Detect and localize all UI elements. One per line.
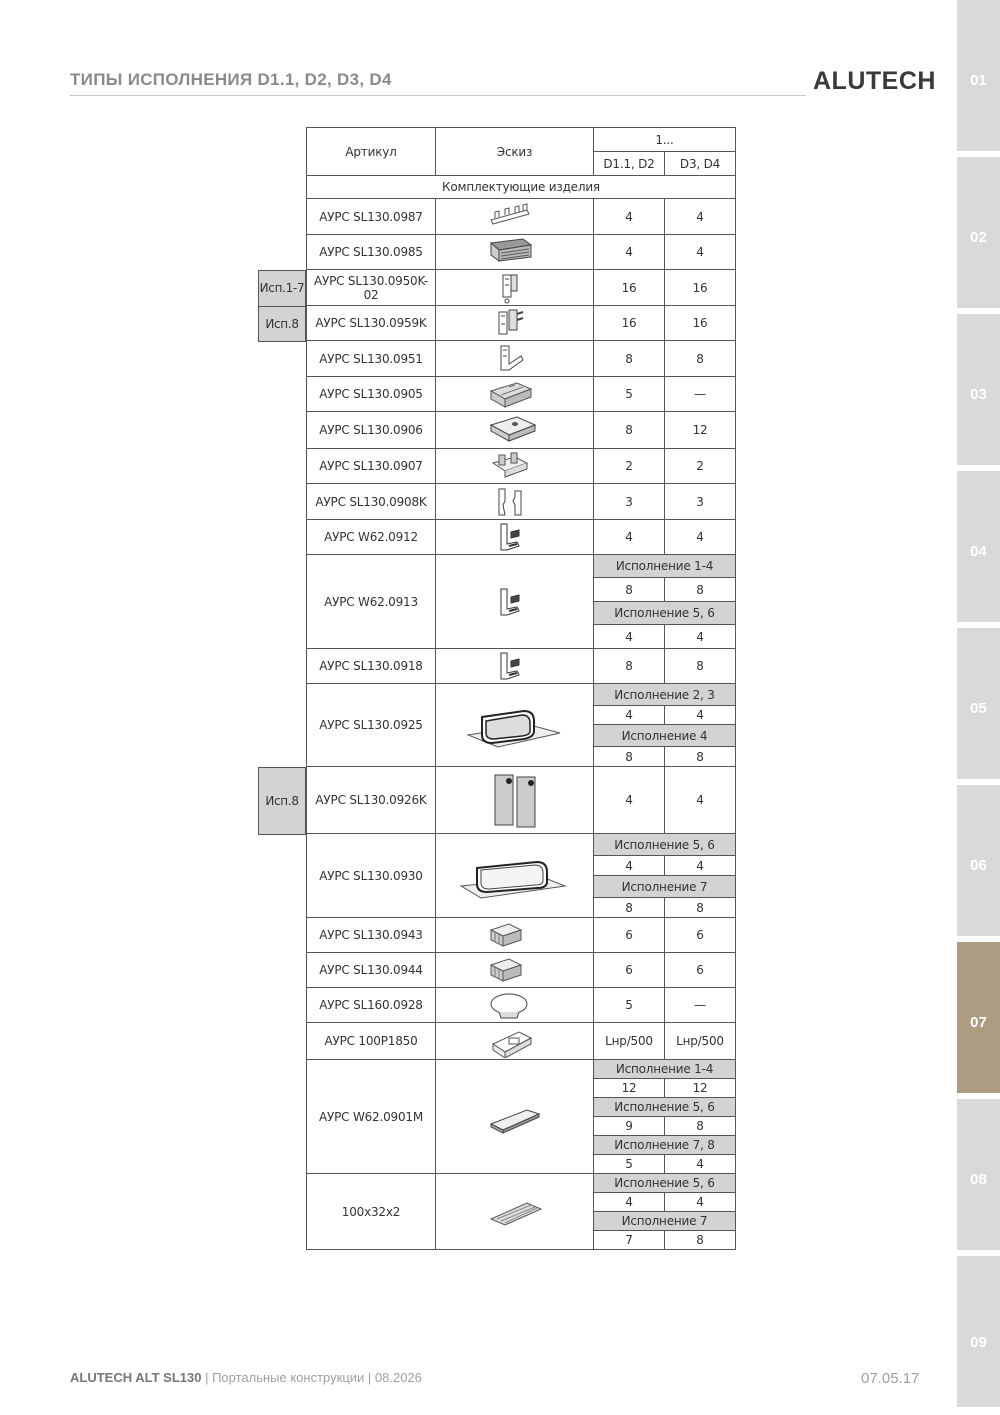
- variant-label-row: [307, 1060, 736, 1079]
- article-cell: АУРС SL130.0985: [307, 235, 436, 270]
- variant-side-label: Исп.1-7: [258, 270, 306, 307]
- variant-label: Исполнение 7: [594, 876, 736, 898]
- qty-d3-d4: 8: [665, 747, 736, 767]
- qty-d1-d2: 8: [594, 747, 665, 767]
- sketch-cell: [436, 235, 594, 270]
- table-row: [307, 235, 736, 270]
- sketch-cell: [436, 449, 594, 484]
- table-row: [307, 306, 736, 341]
- article-cell: АУРС W62.0901M: [307, 1060, 436, 1174]
- corner-hook-icon: [436, 649, 593, 683]
- section-tab-label: 05: [970, 700, 987, 717]
- table-row: [307, 1023, 736, 1060]
- sketch-cell: [436, 341, 594, 377]
- section-tab-09[interactable]: [957, 1256, 1000, 1407]
- variant-label: Исполнение 1-4: [594, 555, 736, 578]
- corner-hook-icon: [436, 585, 593, 619]
- table-row: [307, 449, 736, 484]
- table-row: [307, 484, 736, 520]
- qty-d1-d2: 8: [594, 341, 665, 377]
- sketch-cell: [436, 684, 594, 767]
- section-tab-label: 08: [970, 1171, 987, 1188]
- variant-label-row: [307, 555, 736, 578]
- variant-label: Исполнение 5, 6: [594, 1098, 736, 1117]
- variant-side-label: Исп.8: [258, 767, 306, 835]
- qty-d1-d2: 2: [594, 449, 665, 484]
- corner-hook-icon: [436, 520, 593, 554]
- qty-d3-d4: Lнр/500: [665, 1023, 736, 1060]
- qty-d1-d2: 4: [594, 706, 665, 725]
- article-cell: АУРС W62.0912: [307, 520, 436, 555]
- qty-d3-d4: 4: [665, 706, 736, 725]
- variant-label: Исполнение 7: [594, 1212, 736, 1231]
- qty-d3-d4: 3: [665, 484, 736, 520]
- qty-d3-d4: 4: [665, 856, 736, 876]
- table-row: [307, 520, 736, 555]
- qty-d3-d4: 4: [665, 520, 736, 555]
- article-cell: АУРС SL130.0951: [307, 341, 436, 377]
- qty-d3-d4: 6: [665, 918, 736, 953]
- clip-bracket-icon: [436, 271, 593, 305]
- tray-gasket-icon: [436, 846, 593, 906]
- qty-d1-d2: 4: [594, 625, 665, 649]
- section-tab-label: 02: [970, 229, 987, 246]
- section-row: [307, 176, 736, 199]
- table-row: [307, 953, 736, 988]
- double-clip-icon: [436, 306, 593, 340]
- section-tab-02[interactable]: [957, 157, 1000, 308]
- section-tab-label: 04: [970, 543, 987, 560]
- table-row: [307, 377, 736, 412]
- qty-d1-d2: 5: [594, 377, 665, 412]
- panel-pair-icon: [436, 769, 593, 831]
- qty-d3-d4: 8: [665, 649, 736, 684]
- sketch-cell: [436, 412, 594, 449]
- stack-block-icon: [436, 918, 593, 952]
- table-row: [307, 199, 736, 235]
- brush-block-icon: [436, 235, 593, 269]
- brand-logo: ALUTECH: [813, 67, 936, 95]
- column-header-d3-d4: D3, D4: [665, 152, 736, 176]
- article-cell: 100x32x2: [307, 1174, 436, 1250]
- article-cell: АУРС SL130.0959K: [307, 306, 436, 341]
- variant-label: Исполнение 1-4: [594, 1060, 736, 1079]
- table-row: [307, 341, 736, 377]
- qty-d3-d4: 2: [665, 449, 736, 484]
- footer-doc-info: [70, 1370, 422, 1385]
- sketch-cell: [436, 649, 594, 684]
- table-row: [307, 988, 736, 1023]
- table-row: [307, 918, 736, 953]
- spacer-strip-icon: [436, 1195, 593, 1229]
- column-header-sketch: Эскиз: [436, 128, 594, 176]
- variant-label: Исполнение 4: [594, 725, 736, 747]
- article-cell: АУРС SL130.0943: [307, 918, 436, 953]
- sketch-cell: [436, 555, 594, 649]
- qty-d3-d4: 8: [665, 1117, 736, 1136]
- variant-side-label: Исп.8: [258, 306, 306, 342]
- sketch-cell: [436, 767, 594, 834]
- article-cell: АУРС SL130.0905: [307, 377, 436, 412]
- qty-d1-d2: 4: [594, 199, 665, 235]
- qty-d1-d2: 4: [594, 1193, 665, 1212]
- article-cell: АУРС SL130.0925: [307, 684, 436, 767]
- section-tab-01[interactable]: [957, 0, 1000, 151]
- qty-d3-d4: 16: [665, 270, 736, 306]
- qty-d1-d2: 8: [594, 649, 665, 684]
- hook-pair-icon: [436, 485, 593, 519]
- table-row: [307, 767, 736, 834]
- angle-bracket-icon: [436, 342, 593, 376]
- qty-d1-d2: 7: [594, 1231, 665, 1250]
- column-header-d1-d2: D1.1, D2: [594, 152, 665, 176]
- qty-d3-d4: 4: [665, 767, 736, 834]
- sketch-cell: [436, 1023, 594, 1060]
- sketch-cell: [436, 1060, 594, 1174]
- seal-block-icon: [436, 377, 593, 411]
- article-cell: АУРС SL130.0906: [307, 412, 436, 449]
- section-tab-label: 07: [970, 1014, 987, 1031]
- sketch-cell: [436, 918, 594, 953]
- qty-d3-d4: 4: [665, 625, 736, 649]
- qty-d1-d2: 16: [594, 306, 665, 341]
- qty-d1-d2: Lнр/500: [594, 1023, 665, 1060]
- section-tab-03[interactable]: [957, 314, 1000, 465]
- footer-rest: | Портальные конструкции | 08.2026: [201, 1370, 422, 1385]
- section-tabs: [957, 0, 1000, 1415]
- sketch-cell: [436, 199, 594, 235]
- article-cell: АУРС SL130.0987: [307, 199, 436, 235]
- profile-plug-icon: [436, 1024, 593, 1058]
- article-cell: АУРС SL130.0944: [307, 953, 436, 988]
- qty-d1-d2: 12: [594, 1079, 665, 1098]
- connector-icon: [436, 449, 593, 483]
- section-title: Комплектующие изделия: [307, 176, 736, 199]
- article-cell: АУРС SL130.0950K-02: [307, 270, 436, 306]
- qty-d1-d2: 8: [594, 578, 665, 602]
- qty-d1-d2: 6: [594, 918, 665, 953]
- variant-label: Исполнение 2, 3: [594, 684, 736, 706]
- article-cell: АУРС SL130.0907: [307, 449, 436, 484]
- article-cell: АУРС SL160.0928: [307, 988, 436, 1023]
- section-tab-label: 03: [970, 386, 987, 403]
- qty-d1-d2: 3: [594, 484, 665, 520]
- sketch-cell: [436, 520, 594, 555]
- qty-d1-d2: 9: [594, 1117, 665, 1136]
- section-tab-04[interactable]: [957, 471, 1000, 622]
- qty-d3-d4: —: [665, 988, 736, 1023]
- sketch-cell: [436, 1174, 594, 1250]
- qty-d3-d4: 4: [665, 235, 736, 270]
- qty-d3-d4: 8: [665, 898, 736, 918]
- section-tab-05[interactable]: [957, 628, 1000, 779]
- flat-plate-icon: [436, 1100, 593, 1134]
- section-tab-label: 06: [970, 857, 987, 874]
- variant-label: Исполнение 5, 6: [594, 834, 736, 856]
- sketch-cell: [436, 377, 594, 412]
- article-cell: АУРС SL130.0908K: [307, 484, 436, 520]
- article-cell: АУРС SL130.0926K: [307, 767, 436, 834]
- sketch-cell: [436, 270, 594, 306]
- footer-brand: ALUTECH ALT SL130: [70, 1370, 202, 1385]
- qty-d3-d4: 12: [665, 412, 736, 449]
- variant-label-row: [307, 834, 736, 856]
- table-row: [307, 270, 736, 306]
- article-cell: АУРС 100P1850: [307, 1023, 436, 1060]
- footer-date: 07.05.17: [861, 1370, 920, 1387]
- qty-d1-d2: 4: [594, 520, 665, 555]
- table-row: [307, 412, 736, 449]
- qty-d1-d2: 8: [594, 412, 665, 449]
- sketch-cell: [436, 988, 594, 1023]
- variant-label: Исполнение 5, 6: [594, 1174, 736, 1193]
- qty-d3-d4: 8: [665, 341, 736, 377]
- frame-gasket-icon: [436, 695, 593, 755]
- page-title: ТИПЫ ИСПОЛНЕНИЯ D1.1, D2, D3, D4: [70, 70, 392, 89]
- column-group-header: 1...: [594, 128, 736, 152]
- table-header-row: [307, 128, 736, 152]
- variant-label-row: [307, 684, 736, 706]
- qty-d3-d4: 8: [665, 578, 736, 602]
- plate-icon: [436, 413, 593, 447]
- sketch-cell: [436, 484, 594, 520]
- variant-label: Исполнение 7, 8: [594, 1136, 736, 1155]
- qty-d3-d4: 12: [665, 1079, 736, 1098]
- comb-strip-icon: [436, 200, 593, 234]
- qty-d3-d4: —: [665, 377, 736, 412]
- variant-label: Исполнение 5, 6: [594, 602, 736, 625]
- article-cell: АУРС SL130.0930: [307, 834, 436, 918]
- qty-d1-d2: 16: [594, 270, 665, 306]
- stack-block-icon: [436, 953, 593, 987]
- qty-d1-d2: 6: [594, 953, 665, 988]
- qty-d3-d4: 4: [665, 1193, 736, 1212]
- header-divider: [70, 95, 806, 96]
- qty-d1-d2: 4: [594, 235, 665, 270]
- section-tab-07[interactable]: [957, 942, 1000, 1093]
- table-row: [307, 649, 736, 684]
- section-tab-08[interactable]: [957, 1099, 1000, 1250]
- qty-d1-d2: 4: [594, 767, 665, 834]
- section-tab-06[interactable]: [957, 785, 1000, 936]
- qty-d1-d2: 4: [594, 856, 665, 876]
- column-header-article: Артикул: [307, 128, 436, 176]
- article-cell: АУРС SL130.0918: [307, 649, 436, 684]
- qty-d3-d4: 6: [665, 953, 736, 988]
- qty-d1-d2: 5: [594, 1155, 665, 1174]
- variant-label-row: [307, 1174, 736, 1193]
- sketch-cell: [436, 834, 594, 918]
- section-tab-label: 09: [970, 1334, 987, 1351]
- components-table: [306, 127, 736, 1250]
- qty-d3-d4: 8: [665, 1231, 736, 1250]
- qty-d3-d4: 16: [665, 306, 736, 341]
- qty-d3-d4: 4: [665, 199, 736, 235]
- article-cell: АУРС W62.0913: [307, 555, 436, 649]
- cap-icon: [436, 988, 593, 1022]
- sketch-cell: [436, 953, 594, 988]
- section-tab-label: 01: [970, 72, 987, 89]
- qty-d3-d4: 4: [665, 1155, 736, 1174]
- qty-d1-d2: 8: [594, 898, 665, 918]
- qty-d1-d2: 5: [594, 988, 665, 1023]
- sketch-cell: [436, 306, 594, 341]
